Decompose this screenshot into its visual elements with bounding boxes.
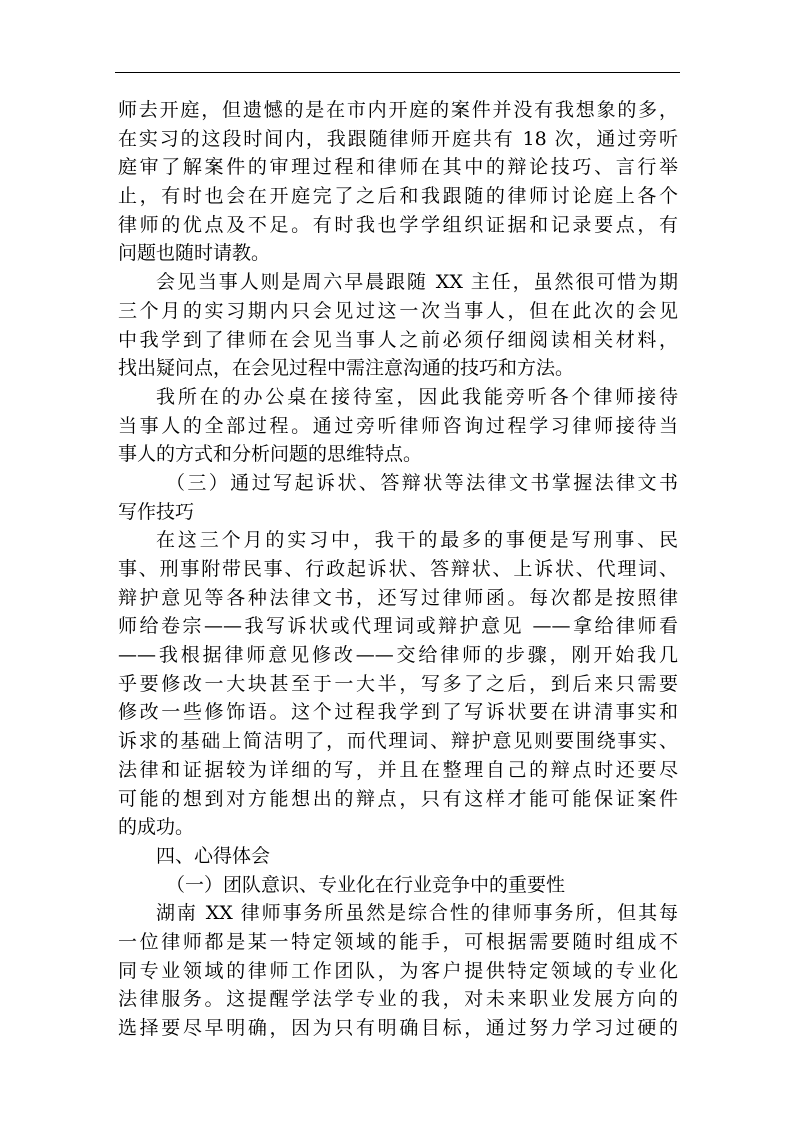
text-line: 修改一些修饰语。这个过程我学到了写诉状要在讲清事实和 <box>118 701 678 724</box>
text-line: 在实习的这段时间内，我跟随律师开庭共有 18 次，通过旁听 <box>118 127 678 150</box>
text-line: 律师的优点及不足。有时我也学学组织证据和记录要点，有 <box>118 213 678 236</box>
text-line: （一）团队意识、专业化在行业竞争中的重要性 <box>166 873 566 896</box>
text-line: 庭审了解案件的审理过程和律师在其中的辩论技巧、言行举 <box>118 156 678 179</box>
text-line: 乎要修改一大块甚至于一大半，写多了之后，到后来只需要 <box>118 672 678 695</box>
text-line: 可能的想到对方能想出的辩点，只有这样才能可能保证案件 <box>118 787 678 810</box>
text-line: 四、心得体会 <box>156 844 271 867</box>
text-line: 湖南 XX 律师事务所虽然是综合性的律师事务所，但其每 <box>156 902 678 925</box>
text-line: 问题也随时请教。 <box>118 242 271 265</box>
text-line: 找出疑问点，在会见过程中需注意沟通的技巧和方法。 <box>118 357 575 380</box>
text-line: 同专业领域的律师工作团队，为客户提供特定领域的专业化 <box>118 959 678 982</box>
text-line: 法律和证据较为详细的写，并且在整理自己的辩点时还要尽 <box>118 758 678 781</box>
text-line: 的成功。 <box>118 816 195 839</box>
text-line: （三）通过写起诉状、答辩状等法律文书掌握法律文书 <box>166 471 678 494</box>
text-line: 师去开庭，但遗憾的是在市内开庭的案件并没有我想象的多， <box>118 99 678 121</box>
text-line: 当事人的全部过程。通过旁听律师咨询过程学习律师接待当 <box>118 414 678 437</box>
text-line: ——我根据律师意见修改——交给律师的步骤，刚开始我几 <box>118 644 678 667</box>
text-line: 事人的方式和分析问题的思维特点。 <box>118 443 423 466</box>
text-line: 中我学到了律师在会见当事人之前必须仔细阅读相关材料， <box>118 328 678 351</box>
text-line: 诉求的基础上简洁明了，而代理词、辩护意见则要围绕事实、 <box>118 730 678 753</box>
text-line: 三个月的实习期内只会见过这一次当事人，但在此次的会见 <box>118 299 678 322</box>
text-line: 事、刑事附带民事、行政起诉状、答辩状、上诉状、代理词、 <box>118 558 678 580</box>
text-line: 法律服务。这提醒学法学专业的我，对未来职业发展方向的 <box>118 988 678 1011</box>
body-text <box>118 96 678 1043</box>
text-line: 选择要尽早明确，因为只有明确目标，通过努力学习过硬的 <box>118 1017 678 1039</box>
text-line: 在这三个月的实习中，我干的最多的事便是写刑事、民 <box>156 529 678 552</box>
text-line: 我所在的办公桌在接待室，因此我能旁听各个律师接待 <box>156 385 678 408</box>
text-line: 止，有时也会在开庭完了之后和我跟随的律师讨论庭上各个 <box>118 185 678 208</box>
text-line: 一位律师都是某一特定领域的能手，可根据需要随时组成不 <box>118 930 678 953</box>
text-line: 师给卷宗——我写诉状或代理词或辩护意见 ——拿给律师看 <box>118 615 678 638</box>
text-line: 会见当事人则是周六早晨跟随 XX 主任，虽然很可惜为期 <box>156 271 678 294</box>
text-line: 写作技巧 <box>118 500 195 523</box>
header-rule <box>115 72 680 73</box>
text-line: 辩护意见等各种法律文书，还写过律师函。每次都是按照律 <box>118 586 678 609</box>
